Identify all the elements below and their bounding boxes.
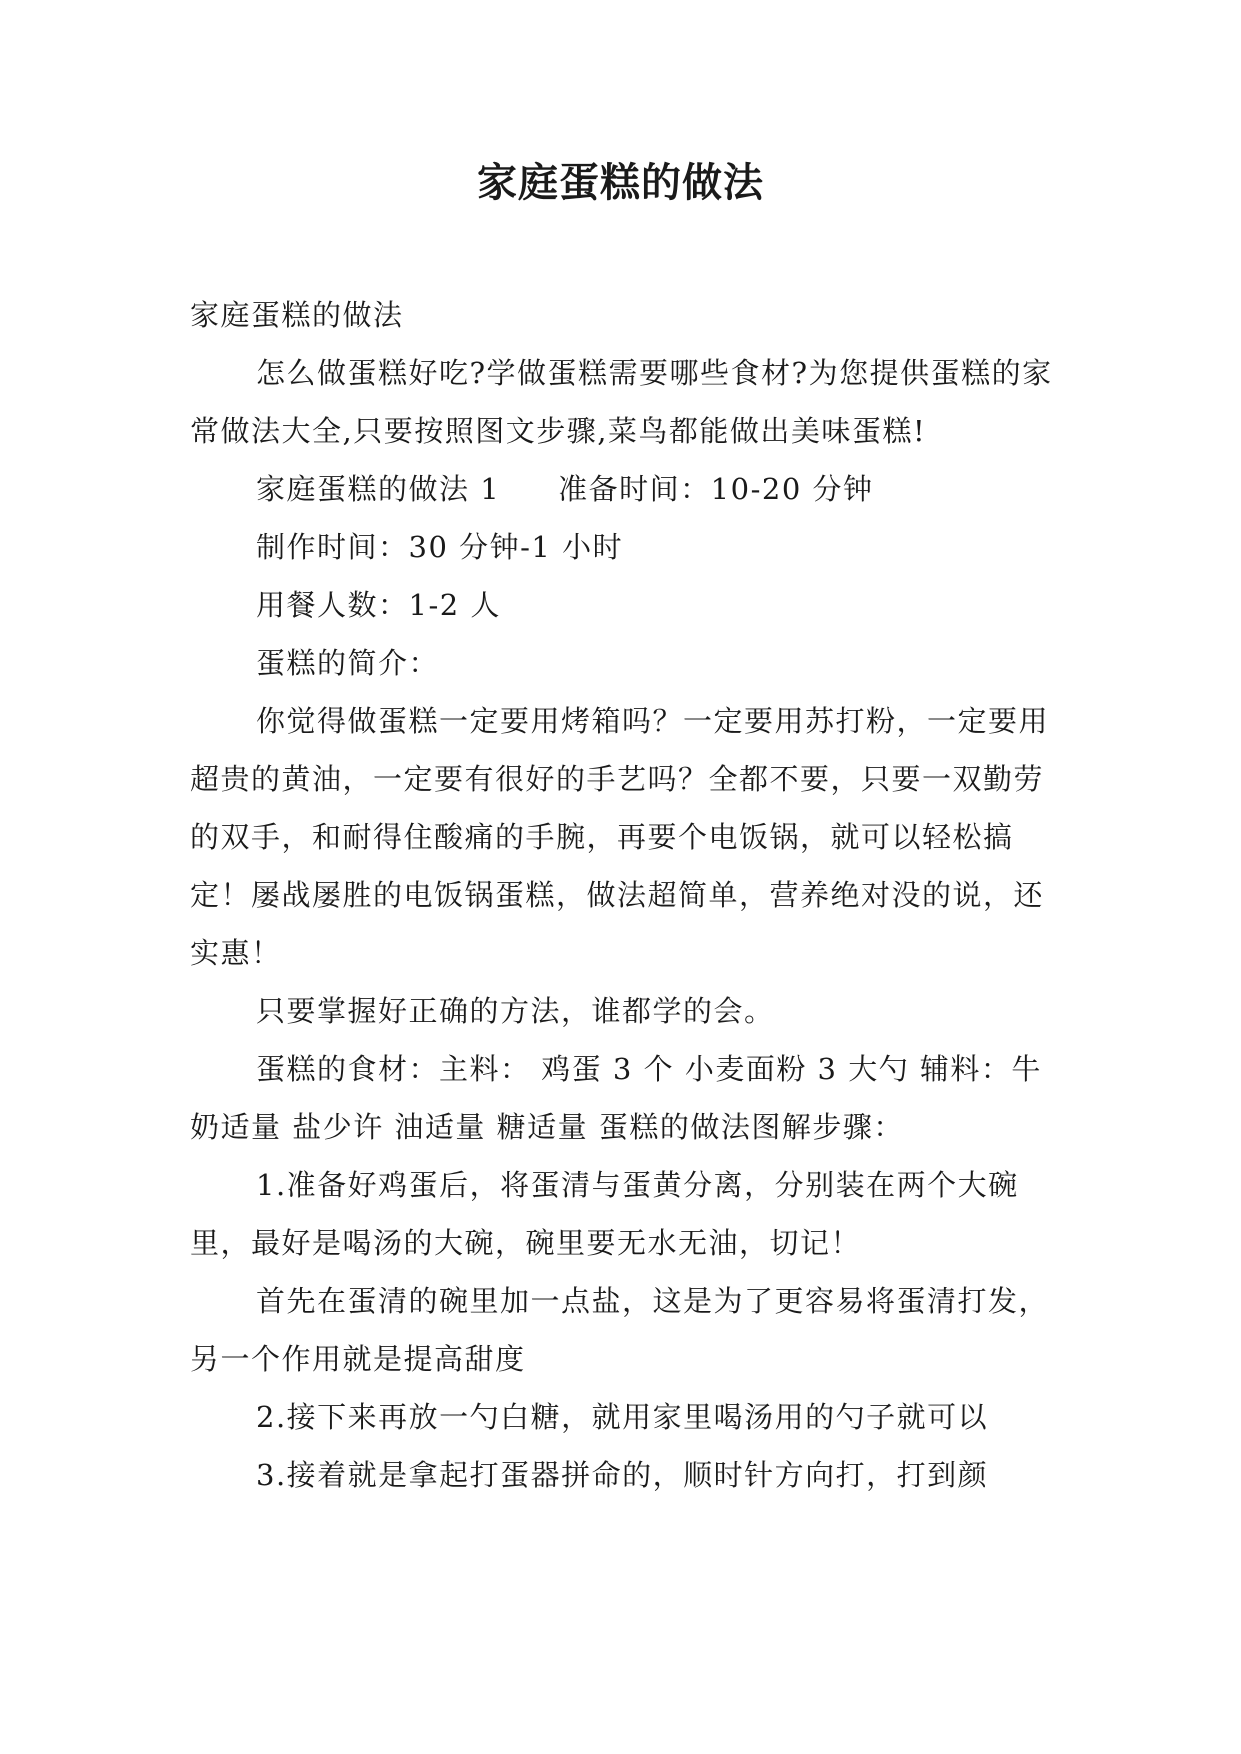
servings: 用餐人数：1-2 人 [256, 588, 501, 622]
document-title: 家庭蛋糕的做法 [477, 160, 764, 206]
prep-time: 准备时间：10-20 分钟 [558, 472, 874, 506]
step-1: 1.准备好鸡蛋后，将蛋清与蛋黄分离，分别装在两个大碗里，最好是喝汤的大碗，碗里要无水无油，切记！ [190, 1168, 1019, 1260]
cook-time: 制作时间：30 分钟-1 小时 [256, 530, 624, 564]
step-2: 2.接下来再放一勺白糖，就用家里喝汤用的勺子就可以 [256, 1400, 989, 1434]
ingredients-paragraph: 蛋糕的食材：主料： 鸡蛋 3 个 小麦面粉 3 大勺 辅料：牛奶适量 盐少许 油适量 糖适量 蛋糕的做法图解步骤： [190, 1052, 1042, 1144]
intro-paragraph: 怎么做蛋糕好吃?学做蛋糕需要哪些食材?为您提供蛋糕的家常做法大全,只要按照图文步骤,菜鸟都能做出美味蛋糕! [190, 356, 1053, 448]
recipe-name: 家庭蛋糕的做法 1 [256, 472, 501, 506]
step-1-note: 首先在蛋清的碗里加一点盐，这是为了更容易将蛋清打发，另一个作用就是提高甜度 [190, 1284, 1050, 1376]
summary-paragraph: 你觉得做蛋糕一定要用烤箱吗？一定要用苏打粉，一定要用超贵的黄油，一定要有很好的手艺吗？全都不要，只要一双勤劳的双手，和耐得住酸痛的手腕，再要个电饭锅，就可以轻松搞定！屡战屡胜的电饭锅蛋糕，做法超简单，营养绝对没的说，还实惠！ [190, 704, 1050, 970]
summary-label: 蛋糕的简介： [256, 646, 440, 680]
document-body [190, 286, 1054, 1504]
method-note: 只要掌握好正确的方法，谁都学的会。 [256, 994, 775, 1028]
step-3: 3.接着就是拿起打蛋器拼命的，顺时针方向打，打到颜 [256, 1458, 989, 1492]
recipe-meta-line [190, 460, 1054, 518]
section-heading: 家庭蛋糕的做法 [190, 298, 404, 332]
